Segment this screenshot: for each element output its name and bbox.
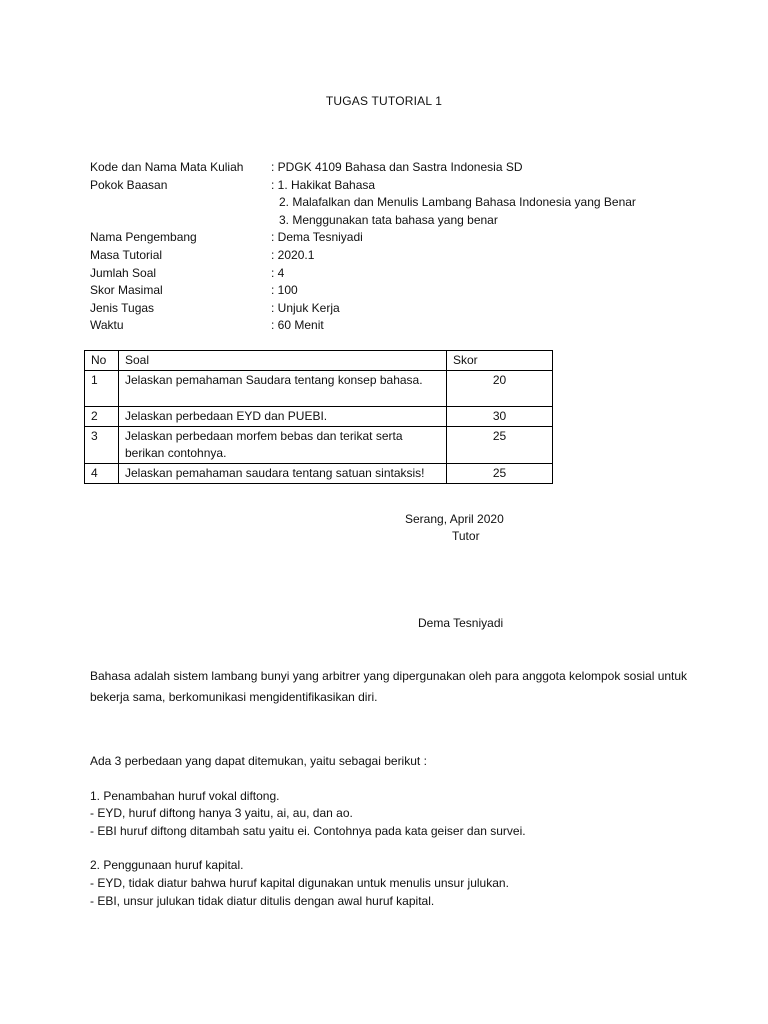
spacer <box>90 840 690 857</box>
info-label: Pokok Baasan <box>90 177 168 192</box>
pokok-sub-item: 3. Menggunakan tata bahasa yang benar <box>279 212 498 227</box>
info-label-empty <box>90 194 271 212</box>
info-value: : PDGK 4109 Bahasa dan Sastra Indonesia SD <box>271 160 523 174</box>
info-row-pokok-sub <box>90 194 690 212</box>
table-row <box>85 464 553 484</box>
info-value: : 100 <box>271 283 298 298</box>
info-value: : 1. Hakikat Bahasa <box>271 177 376 192</box>
info-row-jumlah <box>90 265 690 283</box>
info-row-skor <box>90 282 690 300</box>
signature-place-date: Serang, April 2020 <box>405 512 504 526</box>
questions-table <box>84 350 553 484</box>
answer-1-paragraph: Bahasa adalah sistem lambang bunyi yang arbitrer yang dipergunakan oleh para anggota kelompok sosial untuk bekerja sama, berkomunikasi mengidentifikasikan diri. <box>90 669 688 704</box>
info-value: : Unjuk Kerja <box>271 300 340 315</box>
cell-no: 2 <box>85 407 119 427</box>
point-1-line: - EYD, huruf diftong hanya 3 yaitu, ai, au, dan ao. <box>90 806 353 821</box>
point-2-line: - EYD, tidak diatur bahwa huruf kapital digunakan untuk menulis unsur julukan. <box>90 875 509 890</box>
info-row-jenis <box>90 300 690 318</box>
point-1-heading: 1. Penambahan huruf vokal diftong. <box>90 788 280 803</box>
document-title: TUGAS TUTORIAL 1 <box>325 94 443 108</box>
cell-skor: 30 <box>447 407 553 427</box>
header-no: No <box>85 351 119 371</box>
header-skor: Skor <box>447 351 553 371</box>
signature-role: Tutor <box>452 529 480 543</box>
point-2-heading: 2. Penggunaan huruf kapital. <box>90 858 244 873</box>
cell-no: 3 <box>85 427 119 464</box>
cell-soal: Jelaskan perbedaan morfem bebas dan terikat serta berikan contohnya. <box>119 427 447 464</box>
cell-soal: Jelaskan perbedaan EYD dan PUEBI. <box>119 407 447 427</box>
table-header-row <box>85 351 553 371</box>
info-label: Kode dan Nama Mata Kuliah <box>90 160 244 174</box>
signature-name: Dema Tesniyadi <box>418 616 504 630</box>
info-label: Nama Pengembang <box>90 230 197 245</box>
answer-2-section <box>90 753 690 910</box>
point-1-line: - EBI huruf diftong ditambah satu yaitu ei. Contohnya pada kata geiser dan survei. <box>90 823 526 838</box>
table-row <box>85 371 553 407</box>
info-label-empty <box>90 212 271 230</box>
info-row-waktu <box>90 317 690 335</box>
point-2-line: - EBI, unsur julukan tidak diatur ditulis dengan awal huruf kapital. <box>90 893 435 908</box>
info-value: : Dema Tesniyadi <box>271 230 363 245</box>
table-row <box>85 427 553 464</box>
info-label: Jenis Tugas <box>90 300 155 315</box>
info-value: : 2020.1 <box>271 247 315 262</box>
cell-soal: Jelaskan pemahaman Saudara tentang konsep bahasa. <box>119 371 447 407</box>
answer-2-intro: Ada 3 perbedaan yang dapat ditemukan, yaitu sebagai berikut : <box>90 754 427 768</box>
cell-skor: 25 <box>447 427 553 464</box>
pokok-sub-item: 2. Malafalkan dan Menulis Lambang Bahasa Indonesia yang Benar <box>279 195 636 210</box>
info-row-pokok <box>90 177 690 195</box>
info-label: Masa Tutorial <box>90 247 163 262</box>
cell-skor: 25 <box>447 464 553 484</box>
info-label: Skor Masimal <box>90 283 163 298</box>
cell-skor: 20 <box>447 371 553 407</box>
header-soal: Soal <box>119 351 447 371</box>
info-label: Jumlah Soal <box>90 265 157 280</box>
info-row-pengembang <box>90 229 690 247</box>
info-value: : 4 <box>271 265 285 280</box>
course-info <box>90 159 690 335</box>
cell-soal: Jelaskan pemahaman saudara tentang satuan sintaksis! <box>119 464 447 484</box>
info-value: : 60 Menit <box>271 318 324 333</box>
cell-no: 1 <box>85 371 119 407</box>
spacer <box>90 771 690 788</box>
cell-no: 4 <box>85 464 119 484</box>
table-row <box>85 407 553 427</box>
info-row-pokok-sub <box>90 212 690 230</box>
info-row-masa <box>90 247 690 265</box>
info-label: Waktu <box>90 318 124 333</box>
info-row-kode <box>90 159 690 177</box>
